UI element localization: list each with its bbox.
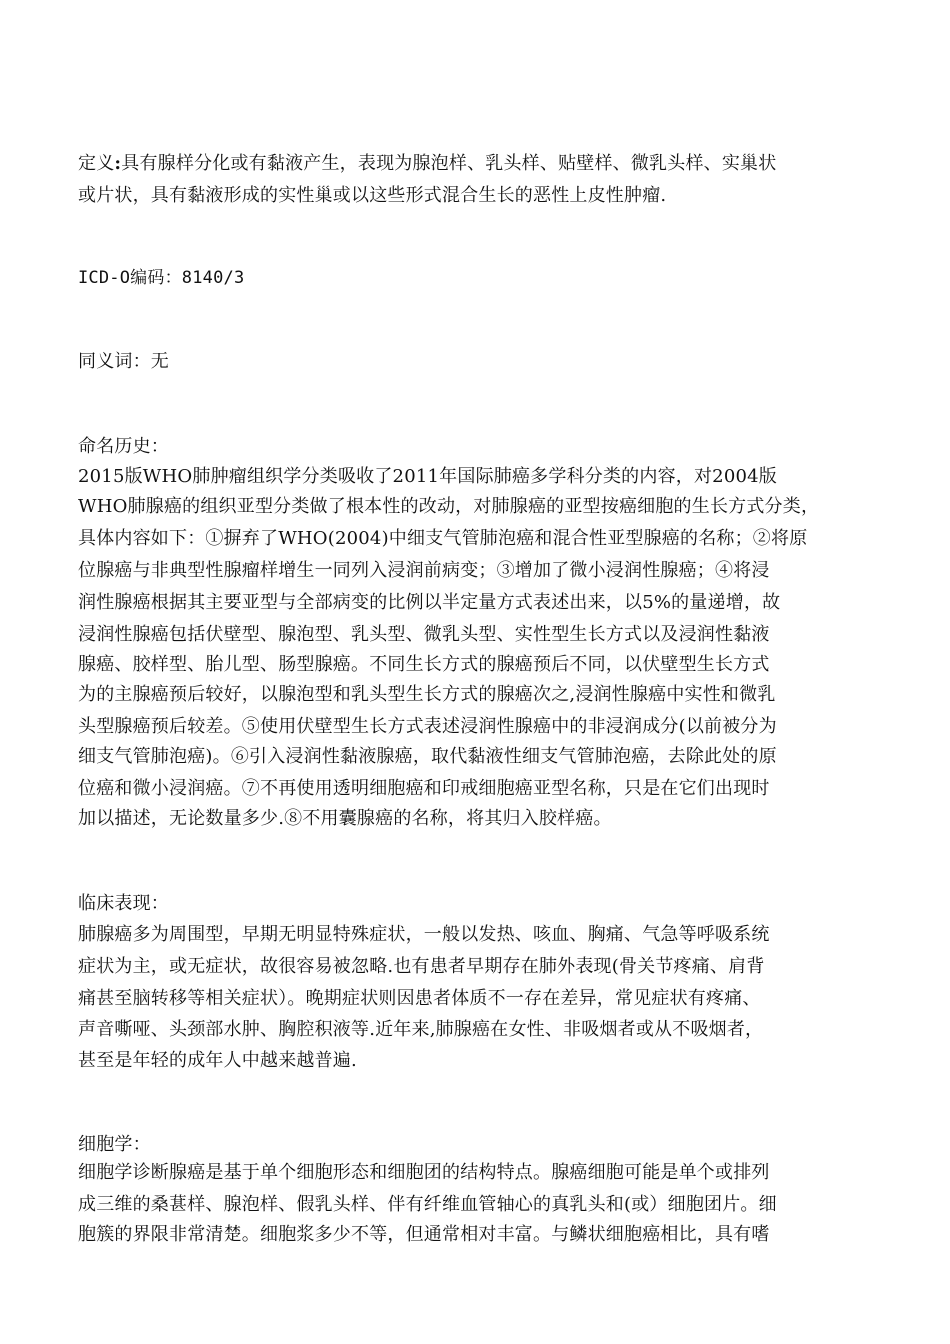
naming-history-line: 具体内容如下：①摒弃了WHO(2004)中细支气管肺泡癌和混合性亚型腺癌的名称；②将原 <box>78 528 808 549</box>
naming-history-line: 润性腺癌根据其主要亚型与全部病变的比例以半定量方式表述出来，以5%的量递增，故 <box>78 592 781 613</box>
cytology-heading: 细胞学： <box>78 1134 151 1155</box>
synonym: 同义词：无 <box>78 351 169 372</box>
definition-label: 定义 <box>78 153 115 174</box>
naming-history-heading: 命名历史： <box>78 436 169 457</box>
definition-line-2: 或片状，具有黏液形成的实性巢或以这些形式混合生长的恶性上皮性肿瘤. <box>78 185 667 206</box>
naming-history-line: 为的主腺癌预后较好，以腺泡型和乳头型生长方式的腺癌次之,浸润性腺癌中实性和微乳 <box>78 684 776 705</box>
clinical-line: 症状为主，或无症状，故很容易被忽略.也有患者早期存在肺外表现(骨关节疼痛、肩背 <box>78 956 765 977</box>
naming-history-line: 细支气管肺泡癌)。⑥引入浸润性黏液腺癌，取代黏液性细支气管肺泡癌，去除此处的原 <box>78 746 777 767</box>
naming-history-line: 头型腺癌预后较差。⑤使用伏壁型生长方式表述浸润性腺癌中的非浸润成分(以前被分为 <box>78 716 777 737</box>
definition-line-1 <box>78 153 776 175</box>
cytology-line: 成三维的桑葚样、腺泡样、假乳头样、伴有纤维血管轴心的真乳头和(或）细胞团片。细 <box>78 1194 777 1215</box>
naming-history-line: 腺癌、胶样型、胎儿型、肠型腺癌。不同生长方式的腺癌预后不同，以伏壁型生长方式 <box>78 654 770 675</box>
icd-code: ICD-O编码：8140/3 <box>78 268 245 288</box>
clinical-line: 肺腺癌多为周围型，早期无明显特殊症状，一般以发热、咳血、胸痛、气急等呼吸系统 <box>78 924 770 945</box>
cytology-line: 胞簇的界限非常清楚。细胞浆多少不等，但通常相对丰富。与鳞状细胞癌相比，具有嗜 <box>78 1224 770 1245</box>
naming-history-line: 2015版WHO肺肿瘤组织学分类吸收了2011年国际肺癌多学科分类的内容，对2004版 <box>78 466 777 487</box>
clinical-line: 声音嘶哑、头颈部水肿、胸腔积液等.近年来,肺腺癌在女性、非吸烟者或从不吸烟者， <box>78 1019 764 1040</box>
definition-colon: : <box>114 153 122 174</box>
definition-text: 具有腺样分化或有黏液产生，表现为腺泡样、乳头样、贴壁样、微乳头样、实巢状 <box>121 153 777 174</box>
clinical-line: 甚至是年轻的成年人中越来越普遍. <box>78 1050 357 1071</box>
naming-history-line: WHO肺腺癌的组织亚型分类做了根本性的改动，对肺腺癌的亚型按癌细胞的生长方式分类， <box>78 496 820 517</box>
naming-history-line: 位腺癌与非典型性腺瘤样增生一同列入浸润前病变；③增加了微小浸润性腺癌；④将浸 <box>78 560 770 581</box>
naming-history-line: 加以描述，无论数量多少.⑧不用囊腺癌的名称，将其归入胶样癌。 <box>78 808 612 829</box>
cytology-line: 细胞学诊断腺癌是基于单个细胞形态和细胞团的结构特点。腺癌细胞可能是单个或排列 <box>78 1162 770 1183</box>
clinical-heading: 临床表现： <box>78 893 169 914</box>
naming-history-line: 浸润性腺癌包括伏壁型、腺泡型、乳头型、微乳头型、实性型生长方式以及浸润性黏液 <box>78 624 770 645</box>
clinical-line: 痛甚至脑转移等相关症状）。晚期症状则因患者体质不一存在差异，常见症状有疼痛、 <box>78 988 761 1009</box>
naming-history-line: 位癌和微小浸润癌。⑦不再使用透明细胞癌和印戒细胞癌亚型名称，只是在它们出现时 <box>78 778 770 799</box>
